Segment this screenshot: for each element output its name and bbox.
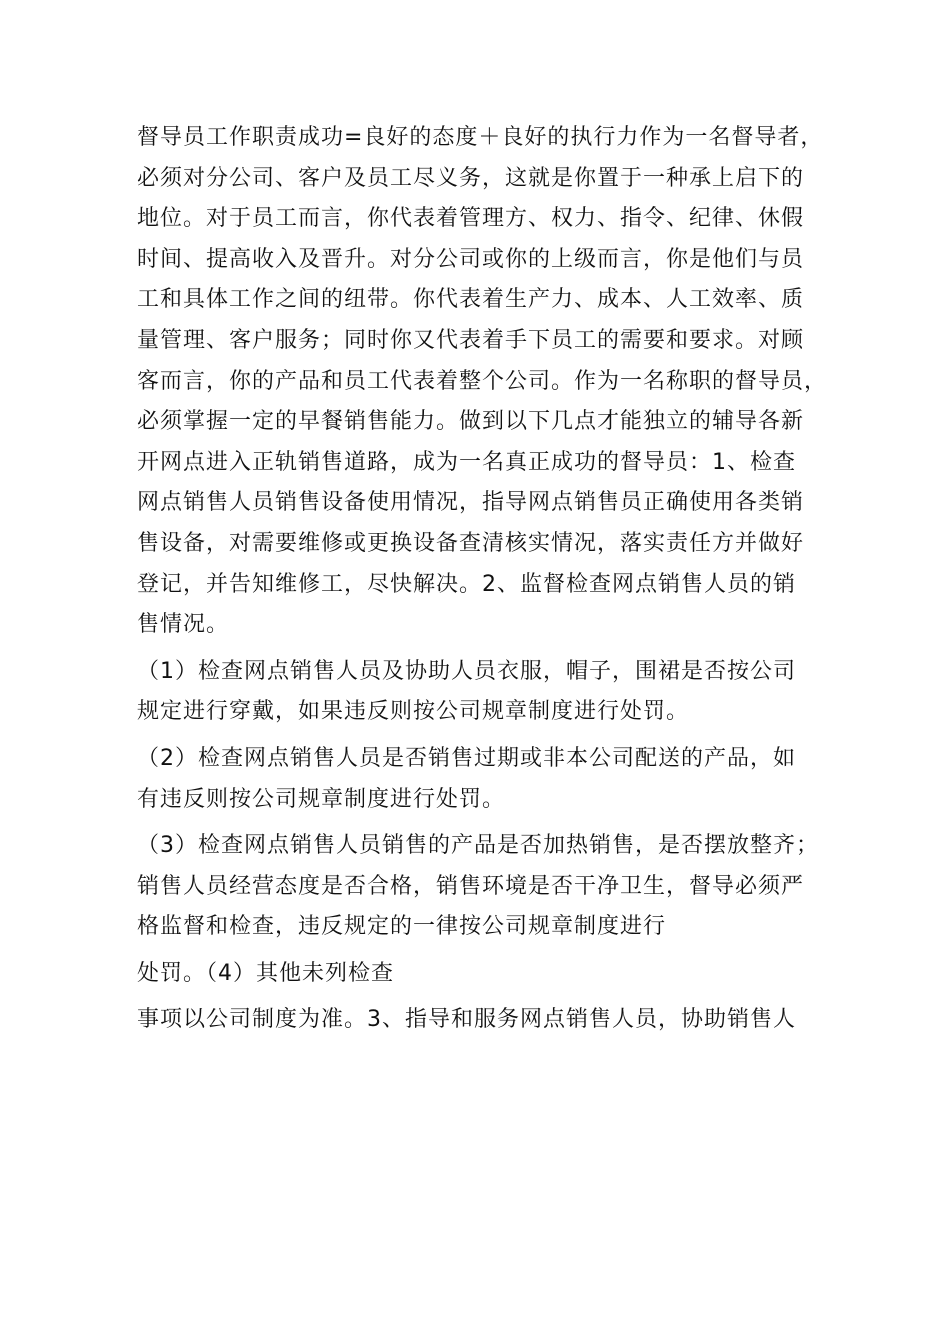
text-line: 规定进行穿戴，如果违反则按公司规章制度进行处罚。 [137,699,690,725]
text-line: 开网点进入正轨销售道路，成为一名真正成功的督导员：1、检查 [137,449,796,475]
text-line: 客而言，你的产品和员工代表着整个公司。作为一名称职的督导员， [137,368,828,394]
text-line: 有违反则按公司规章制度进行处罚。 [137,786,506,812]
text-line: 工和具体工作之间的纽带。你代表着生产力、成本、人工效率、质 [137,287,805,313]
text-line: 事项以公司制度为准。3、指导和服务网点销售人员，协助销售人 [137,1007,796,1033]
text-line: 处罚。（4）其他未列检查 [137,960,394,986]
text-line: 售设备，对需要维修或更换设备查清核实情况，落实责任方并做好 [137,530,805,556]
text-line: 售情况。 [137,612,230,638]
text-line: 网点销售人员销售设备使用情况，指导网点销售员正确使用各类销 [137,490,805,516]
text-line: 登记，并告知维修工，尽快解决。2、监督检查网点销售人员的销 [137,571,796,597]
text-line: （2）检查网点销售人员是否销售过期或非本公司配送的产品，如 [137,745,796,771]
text-line: （1）检查网点销售人员及协助人员衣服，帽子，围裙是否按公司 [137,658,796,684]
text-line: 必须掌握一定的早餐销售能力。做到以下几点才能独立的辅导各新 [137,409,805,435]
text-line: 督导员工作职责成功=良好的态度＋良好的执行力作为一名督导者， [137,125,824,150]
text-line: 必须对分公司、客户及员工尽义务，这就是你置于一种承上启下的 [137,165,805,191]
text-line: 销售人员经营态度是否合格，销售环境是否干净卫生，督导必须严 [137,873,805,899]
text-line: 地位。对于员工而言，你代表着管理方、权力、指令、纪律、休假 [137,206,805,232]
document-body [137,118,837,1041]
text-line: 时间、提高收入及晋升。对分公司或你的上级而言，你是他们与员 [137,246,805,272]
text-line: 量管理、客户服务；同时你又代表着手下员工的需要和要求。对顾 [137,327,805,353]
text-line: （3）检查网点销售人员销售的产品是否加热销售，是否摆放整齐； [137,833,819,859]
text-line: 格监督和检查，违反规定的一律按公司规章制度进行 [137,914,667,940]
